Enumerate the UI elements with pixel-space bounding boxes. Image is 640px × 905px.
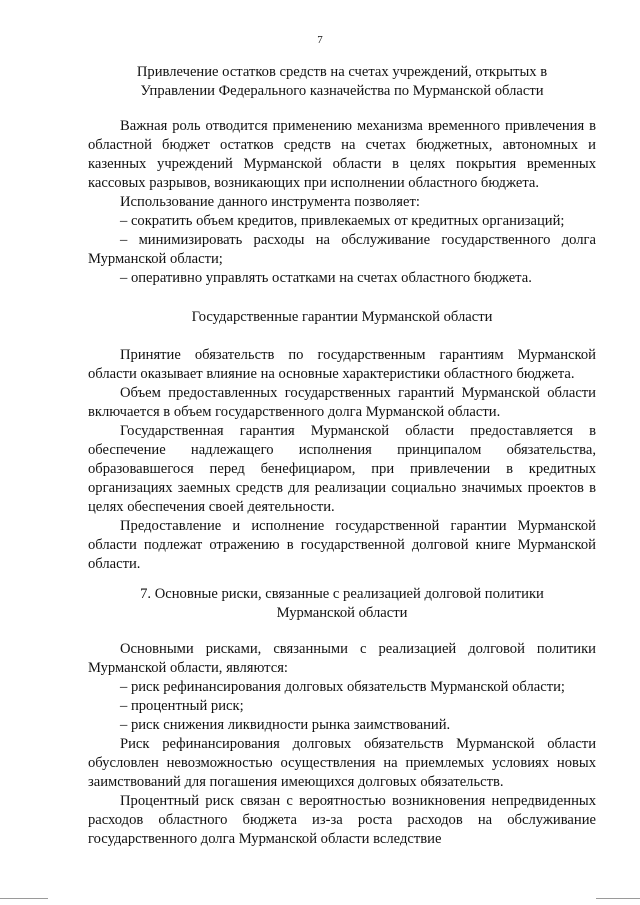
paragraph: Риск рефинансирования долговых обязательств Мурманской области обусловлен невозможностью осуществления на приемлемых условиях новых заимствований для погашения имеющихся долговых обязательств.	[88, 736, 596, 790]
scan-edge-mark	[0, 898, 48, 899]
paragraph: Объем предоставленных государственных гарантий Мурманской области включается в объем государственного долга Мурманской области.	[88, 385, 596, 420]
risks-section-body	[88, 640, 596, 849]
paragraph: Важная роль отводится применению механизма временного привлечения в областной бюджет остатков средств на счетах бюджетных, автономных и казенных учреждений Мурманской области в целях покрытия временных кассовых разрывов, возникающих при исполнении областного бюджета.	[88, 118, 596, 191]
paragraph: Основными рисками, связанными с реализацией долговой политики Мурманской области, являются:	[88, 641, 596, 676]
section-heading-guarantees	[88, 308, 596, 327]
treasury-section-body	[88, 117, 596, 288]
paragraph: Предоставление и исполнение государственной гарантии Мурманской области подлежат отражению в государственной долговой книге Мурманской области.	[88, 518, 596, 572]
section-heading-risks	[118, 585, 566, 623]
list-item: – процентный риск;	[120, 698, 244, 714]
paragraph: Процентный риск связан с вероятностью возникновения непредвиденных расходов областного бюджета из-за роста расходов на обслуживание государственного долга Мурманской области вследствие	[88, 793, 596, 847]
paragraph: Государственная гарантия Мурманской области предоставляется в обеспечение надлежащего исполнения принципалом обязательства, образовавшегося перед бенефициаром, при привлечении в кредитных организациях заемных средств для реализации социально значимых проектов в целях обеспечения своей деятельности.	[88, 423, 596, 515]
heading-text: 7. Основные риски, связанные с реализацией долговой политики Мурманской области	[140, 586, 544, 621]
paragraph: Использование данного инструмента позволяет:	[120, 194, 420, 210]
heading-text: Государственные гарантии Мурманской области	[191, 309, 493, 325]
list-item: – риск рефинансирования долговых обязательств Мурманской области;	[120, 679, 565, 695]
section-heading-treasury	[118, 63, 566, 101]
list-item: – риск снижения ликвидности рынка заимствований.	[120, 717, 451, 733]
heading-text: Привлечение остатков средств на счетах учреждений, открытых в Управлении Федерального казначейства по Мурманской области	[136, 64, 548, 99]
list-item: – минимизировать расходы на обслуживание государственного долга Мурманской области;	[88, 232, 596, 267]
guarantees-section-body	[88, 346, 596, 574]
list-item: – оперативно управлять остатками на счетах областного бюджета.	[120, 270, 532, 286]
paragraph: Принятие обязательств по государственным гарантиям Мурманской области оказывает влияние на основные характеристики областного бюджета.	[88, 347, 596, 382]
page-number: 7	[317, 34, 323, 46]
scan-edge-mark	[596, 898, 640, 899]
list-item: – сократить объем кредитов, привлекаемых от кредитных организаций;	[120, 213, 565, 229]
